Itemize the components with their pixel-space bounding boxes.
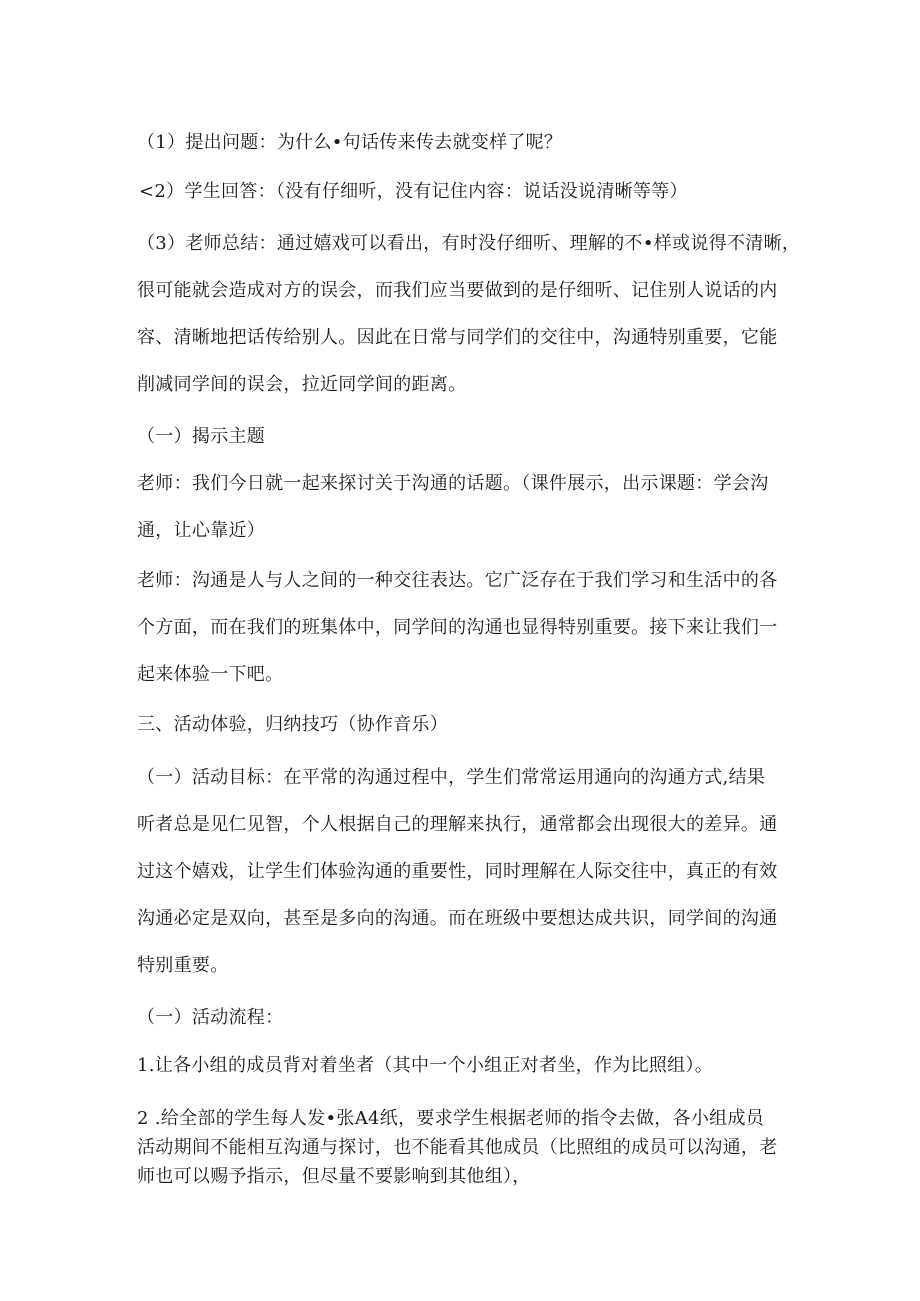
section-heading-activity (137, 713, 448, 737)
paragraph-teacher-summary-line-3: 容、清晰地把话传给别人。因此在日常与同学们的交往中，沟通特别重要，它能 (137, 327, 778, 348)
list-item-step-2-line-2: 活动期间不能相互沟通与探讨，也不能看其他成员（比照组的成员可以沟通，老 (137, 1137, 778, 1158)
list-item-step-2-line-1: 2 .给全部的学生每人发•张A4纸，要求学生根据老师的指令去做，各小组成员 (137, 1108, 765, 1129)
paragraph-activity-goal-line-1: （一）活动目标：在平常的沟通过程中，学生们常常运用通向的沟通方式,结果 (137, 767, 766, 788)
paragraph-question: （1）提出问题：为什么•句话传来传去就变样了呢？ (137, 132, 563, 153)
paragraph-teacher-communication-line-3: 起来体验一下吧。 (137, 664, 284, 685)
section-heading-note: （协作音乐） (338, 714, 449, 735)
list-item-step-2-line-3: 师也可以赐予指示，但尽量不要影响到其他组）， (137, 1166, 531, 1187)
section-heading-title: 三、活动体验，归纳技巧 (137, 714, 339, 735)
paragraph-teacher-summary-line-1: （3）老师总结：通过嬉戏可以看出，有时没仔细听、理解的不•样或说得不清晰， (137, 233, 801, 254)
paragraph-teacher-summary-line-2: 很可能就会造成对方的误会，而我们应当要做到的是仔细听、记住别人说话的内 (137, 280, 778, 301)
list-item-step-1: 1.让各小组的成员背对着坐者（其中一个小组正对者坐，作为比照组）。 (137, 1055, 714, 1076)
paragraph-activity-goal-line-3: 过这个嬉戏，让学生们体验沟通的重要性，同时理解在人际交往中，真正的有效 (137, 861, 778, 882)
paragraph-teacher-communication-line-1: 老师：沟通是人与人之间的一种交往表达。它广泛存在于我们学习和生活中的各 (137, 570, 778, 591)
section-activity-process: （一）活动流程： (137, 1007, 284, 1028)
paragraph-activity-goal-line-5: 特别重要。 (137, 955, 229, 976)
paragraph-activity-goal-line-2: 听者总是见仁见智，个人根据自己的理解来执行，通常都会出现很大的差异。通 (137, 814, 778, 835)
paragraph-teacher-topic-line-2: 通，让心靠近） (137, 520, 266, 541)
paragraph-student-answer: <2）学生回答：（没有仔细听，没有记住内容：说话没说清晰等等） (139, 181, 688, 202)
section-reveal-theme: （一）揭示主题 (137, 426, 266, 447)
paragraph-teacher-topic-line-1: 老师：我们今日就一起来探讨关于沟通的话题。（课件展示，出示课题：学会沟 (137, 473, 769, 494)
paragraph-teacher-communication-line-2: 个方面，而在我们的班集体中，同学间的沟通也显得特别重要。接下来让我们一 (137, 617, 778, 638)
paragraph-teacher-summary-line-4: 削减同学间的误会，拉近同学间的距离。 (137, 374, 467, 395)
paragraph-activity-goal-line-4: 沟通必定是双向，甚至是多向的沟通。而在班级中要想达成共识，同学间的沟通 (137, 908, 778, 929)
